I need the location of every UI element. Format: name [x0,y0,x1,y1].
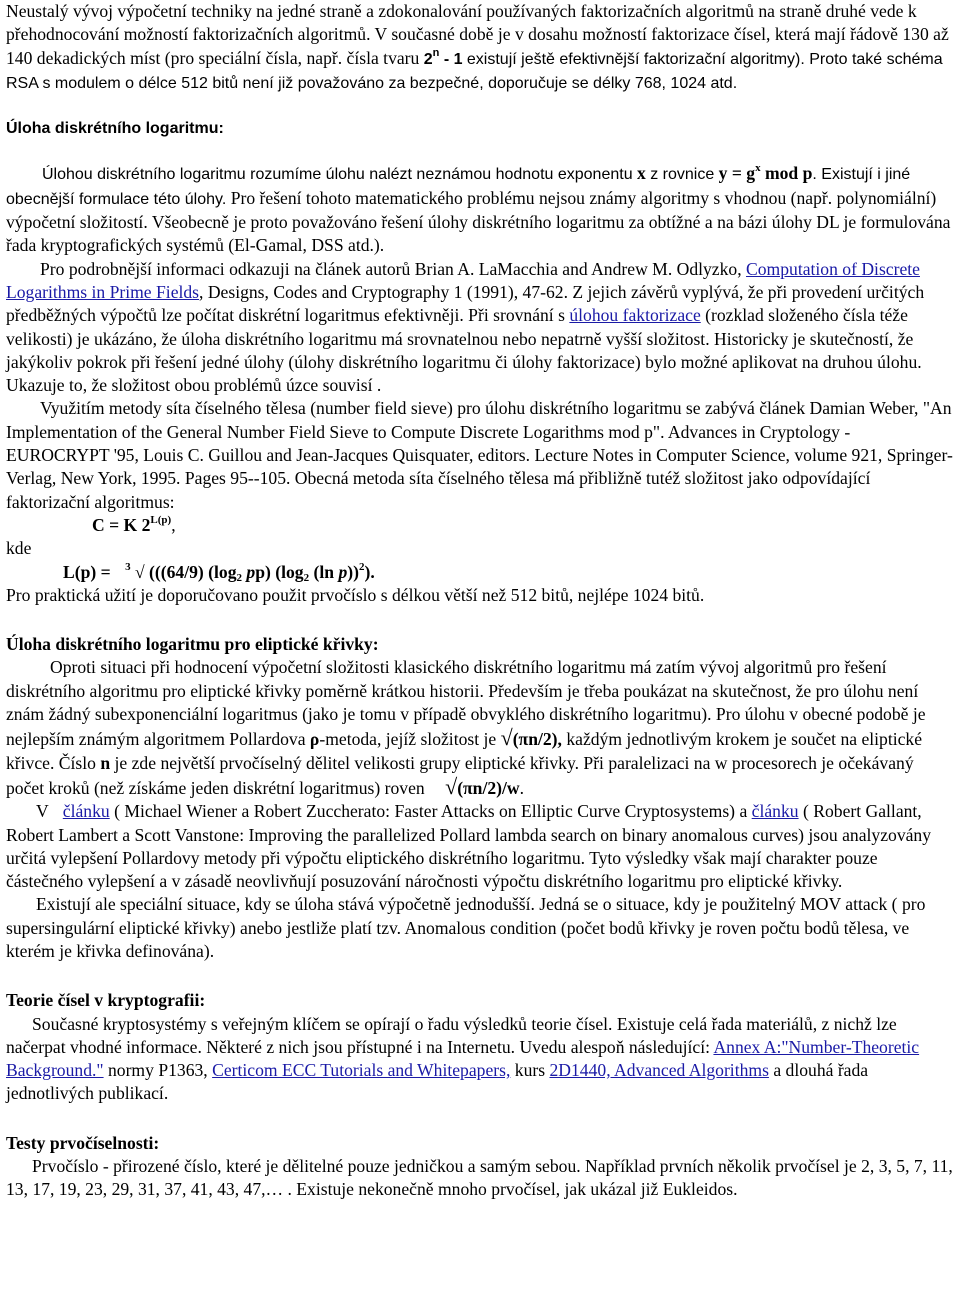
dlog-ref-text: Pro podrobnější informaci odkazuji na článek autorů Brian A. LaMacchia and Andrew M. Odlyzko, [40,258,742,279]
ec-parallel-formula: (πn/2)/w [457,777,520,798]
formula-l-sub-1: 2 [236,571,243,584]
rho-symbol: ρ [309,729,320,750]
equation-mod: mod p [764,163,813,184]
formula-l-p-1: p [246,561,256,582]
intro-text: Neustalý vývoj výpočetní techniky na jedné straně a zdokonalování používaných faktorizačních algoritmů na straně druhé vede k přehodnocování možností faktorizačních algoritmů. V současné době je v dosahu možností faktorizace čísel, která mají řádově 130 až 140 dekadických míst (pro speciální čísla, např. čísla tvaru [6,1,949,68]
ec-step-text: každým jednotlivým krokem je součet na eliptické křivce. Číslo [6,729,923,773]
link-annex-a[interactable]: Annex A:"Number-Theoretic Background." [6,1036,920,1081]
equation-exp: x [755,162,761,175]
dlog-equation [719,163,813,183]
heading-discrete-log: Úloha diskrétního logaritmu: [6,120,224,138]
theory-text-2: normy P1363, [107,1060,208,1081]
link-factorization-problem[interactable]: úlohou faktorizace [569,305,701,326]
dlog-ref-text-3: (rozklad složeného čísla téže velikosti) je ukázáno, že úloha diskrétního logaritmu má srovnatelnou nebo nepatrně vyšší složitost. Historicky je skutečností, že jakýkoliv pokrok při řešení jedné úlohy (úlohy diskrétního logaritmu či úlohy faktorizace) bylo možné aplikovat na druhou úlohu. Ukazuje to, že složitost obou problémů úzce souvisí . [6,305,922,396]
kde-label: kde [6,538,32,559]
ec-ref-text: V [36,801,49,822]
formula-l-part-e: ). [364,561,375,582]
heading-number-theory: Teorie čísel v kryptografii: [6,990,206,1011]
link-article-gallant[interactable]: článku [751,801,799,822]
dlog-paragraph-1 [6,162,954,257]
ec-parallel-end: . [519,777,525,798]
theory-text-3: kurs [514,1060,546,1081]
formula-l-part-c: (ln [313,561,335,582]
ec-paragraph-2 [6,800,954,893]
link-computation-discrete-log[interactable]: Computation of Discrete Logarithms in Prime Fields [6,258,920,302]
formula-l-sub-2: 2 [303,571,310,584]
heading-primality-tests: Testy prvočíselnosti: [6,1132,160,1153]
intro-paragraph [6,0,954,95]
nfs-text: Využitím metody síta číselného tělesa (number field sieve) pro úlohu diskrétního logaritmu se zabývá článek Damian Weber, "An Implementation of the General Number Field Sieve to Compute Discrete Logarithms mod p". Advances in Cryptology - EUROCRYPT '95, Louis C. Guillou and Jean-Jacques Quisquater, editors. Lecture Notes in Computer Science, volume 921, Springer-Verlag, New York, 1995. Pages 95--105. Obecná metoda síta číselného tělesa má přibližně tutéž složitost jako odpovídající faktorizační algoritmus: [6,398,953,512]
var-x: x [637,163,646,184]
dlog-complexity-text: Pro řešení tohoto matematického problému nejsou známy algoritmy s vhodnou (např. polynomiální) výpočetní složitostí. [6,187,937,233]
expr-base: 2 [423,50,433,68]
formula-l-sup: 2 [358,560,365,573]
intro-text-end: existují ještě efektivnější faktorizační algoritmy). Proto také schéma RSA s modulem o délce 512 bitů není již považováno za bezpečné, doporučuje se délky 768, 1024 atd. [6,50,943,92]
dlog-paragraph-2 [6,258,954,398]
ec-ref-text-2: ( Michael Wiener a Robert Zuccherato: Faster Attacks on Elliptic Curve Cryptosystems) a [114,801,748,822]
ec-paragraph-3 [6,893,954,963]
link-article-wiener[interactable]: článku [62,801,110,822]
formula-l-part-b: p) (log [255,561,304,582]
formula-l-part-a: (((64/9) (log [149,561,237,582]
ec-parallel-text: je zde největší prvočíselný dělitel velikosti grupy eliptické křivky. Při paralelizaci na w procesorech je očekávaný počet kroků (než získáme jeden diskrétní logaritmus) roven [6,752,914,798]
formula-l-p-2: p [338,561,348,582]
dlog-general-text: Všeobecně je proto považováno řešení úlohy diskrétního logaritmu za obtížné a na bázi úlohy DL je formulována řada kryptografických systémů (El-Gamal, DSS atd.). [6,212,951,256]
sqrt-icon: √ [445,773,458,799]
intro-expression [423,46,463,68]
formula-l-lhs: L(p) = [63,561,111,582]
dlog-def-text: Úlohou diskrétního logaritmu rozumíme úlohu nalézt neznámou hodnotu exponentu [42,166,633,184]
sqrt-icon: √ [134,561,145,582]
formula-l-root-index: 3 [125,560,131,573]
var-n: n [100,752,111,773]
theory-text: Současné kryptosystémy s veřejným klíčem se opírají o řadu výsledků teorie čísel. Existuje celá řada materiálů, z nichž lze načerpat vhodné informace. Některé z nich jsou přístupné i na Internetu. Uvedu alespoň následující: [6,1013,897,1057]
link-advanced-algorithms[interactable]: 2D1440, Advanced Algorithms [549,1060,769,1081]
dlog-def-text-3: . Existují i jiné obecnější formulace této úlohy. [6,166,911,208]
ec-history-text: Oproti situaci při hodnocení výpočetní složitosti klasického diskrétního logaritmu má zatím vývoj algoritmů pro řešení diskrétního algoritmu pro eliptické křivky poměrně krátkou historii. Především je třeba poukázat na skutečnost, že pro úlohu není znám žádný subexponenciální logaritmus (jako je tomu v případě obvyklého diskrétního logaritmu). Pro úlohu v obecné podobě je nejlepším známým algoritmem Pollardova [6,657,926,750]
formula-c-tail: , [171,514,176,535]
dlog-ref-text-2: , Designs, Codes and Cryptography 1 (1991), 47-62. Z jejich závěrů vyplývá, že při provedení určitých předběžných výpočtů lze počítat diskrétní logaritmus efektivněji. Při srovnání s [6,281,925,326]
expr-rest: - 1 [443,50,463,68]
dlog-practical-text: Pro praktická užití je doporučovano použit prvočíslo s délkou větší než 512 bitů, nejlépe 1024 bitů. [6,584,705,605]
formula-c-main: C = K 2 [92,514,151,535]
expr-exponent: n [432,46,440,59]
ec-special-text: Existují ale speciální situace, kdy se úloha stává výpočetně jednodušší. Jedná se o situace, kdy je použitelný MOV attack ( pro supersingulární eliptické křivky) anebo jestliže platí tzv. Anomalous condition (počet bodů křivky je roven počtu bodů tělesa, ve kterém je křivka definována). [6,894,926,961]
link-certicom[interactable]: Certicom ECC Tutorials and Whitepapers, [212,1060,511,1081]
equation-lhs: y = g [718,163,756,184]
ec-complexity-formula: (πn/2), [512,729,562,750]
primes-text: Prvočíslo - přirozené číslo, které je dělitelné pouze jedničkou a samým sebou. Například prvních několik prvočísel je 2, 3, 5, 7, 11, 13, 17, 19, 23, 29, 31, 37, 41, 43, 47,… . Existuje nekonečně mnoho prvočísel, jak ukázal již Eukleidos. [6,1156,953,1200]
sqrt-icon: √ [500,725,513,751]
formula-l-part-d: )) [347,561,359,582]
dlog-def-text-2: z rovnice [650,166,715,184]
formula-c-exp: L(p) [150,513,172,526]
dlog-paragraph-3 [6,397,954,513]
heading-ec-discrete-log: Úloha diskrétního logaritmu pro eliptické křivky: [6,634,379,655]
ec-paragraph-1 [6,656,954,800]
primes-paragraph [6,1155,954,1202]
theory-paragraph [6,1013,954,1106]
ec-ref-text-3: ( Robert Gallant, Robert Lambert a Scott Vanstone: Improving the parallelized Pollard lambda search on binary anomalous curves) jsou analyzovány určitá vylepšení Pollardovy metody při výpočtu eliptického diskrétního logaritmu. Tyto výsledky však mají charakter pouze částečného vylepšení a v zásadě neovlivňují posuzování náročnosti výpočtu diskrétního logaritmu pro eliptické křivky. [6,801,932,892]
formula-l [6,561,954,584]
theory-text-4: a dlouhá řada jednotlivých publikací. [6,1060,869,1104]
ec-complexity-text: -metoda, jejíž složitost je [319,729,497,750]
formula-c [6,514,954,537]
